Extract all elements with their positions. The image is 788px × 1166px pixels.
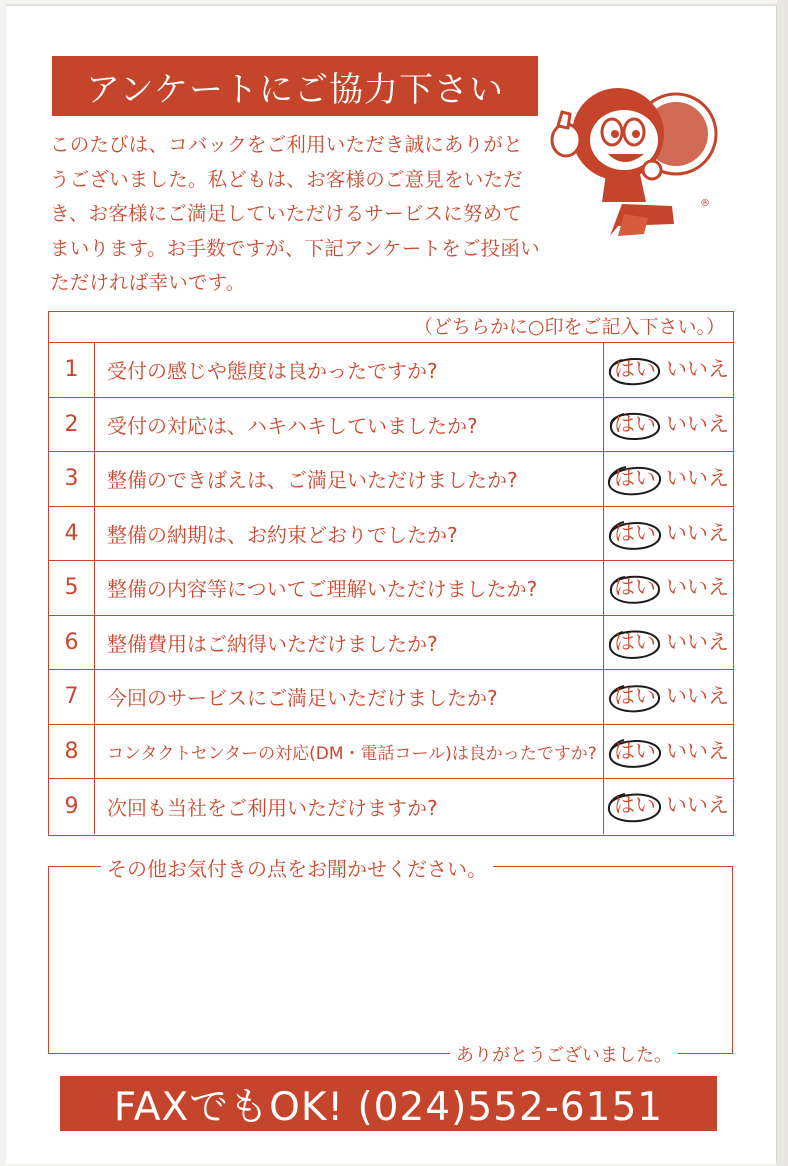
question-text: 整備のできばえは、ご満足いただけましたか?	[107, 468, 518, 493]
answer-cell	[603, 779, 733, 834]
answer-cell	[603, 343, 733, 397]
question-text: 今回のサービスにご満足いただけましたか?	[107, 686, 498, 711]
question-text: 受付の感じや態度は良かったですか?	[107, 359, 438, 384]
question-row	[49, 779, 733, 834]
yes-option[interactable]: はい	[614, 357, 656, 381]
question-text: 次回も当社をご利用いただけますか?	[107, 795, 438, 820]
intro-text: このたびは、コバックをご利用いただき誠にありがとうございました。私どもは、お客様のご意見をいただき、お客様にご満足していただけるサービスに努めてまいります。お手数ですが、下記アンケートをご投函いただければ幸いです。	[50, 133, 540, 294]
question-row	[49, 616, 733, 671]
question-text: 整備の納期は、お約束どおりでしたか?	[107, 522, 458, 547]
question-number: 5	[49, 561, 95, 615]
no-option[interactable]: いいえ	[666, 520, 729, 545]
question-text: 整備の内容等についてご理解いただけましたか?	[107, 577, 538, 602]
answer-cell	[603, 398, 733, 452]
comment-box[interactable]	[48, 857, 733, 1066]
survey-instruction: （どちらかに○印をご記入下さい。）	[49, 312, 733, 343]
yes-option[interactable]: はい	[614, 738, 656, 763]
survey-title: アンケートにご協力下さい	[52, 56, 538, 116]
answer-cell	[603, 561, 733, 615]
question-number: 6	[49, 616, 95, 670]
question-row	[49, 507, 733, 562]
thanks-text: ありがとうございました。	[450, 1041, 678, 1067]
comment-label: その他お気付きの点をお聞かせください。	[101, 853, 493, 882]
yes-option[interactable]: はい	[614, 684, 656, 708]
question-number: 2	[49, 398, 95, 452]
question-row	[49, 725, 733, 780]
question-number: 7	[49, 670, 95, 724]
fax-banner: FAXでもOK! (024)552-6151	[60, 1076, 717, 1131]
no-option[interactable]: いいえ	[666, 629, 729, 654]
card-edge	[777, 0, 788, 1166]
no-option[interactable]: いいえ	[666, 684, 729, 708]
question-text: コンタクトセンターの対応(DM・電話コール)は良かったですか?	[107, 743, 597, 764]
yes-option[interactable]: はい	[614, 466, 656, 490]
question-number: 8	[49, 725, 95, 779]
answer-cell	[603, 725, 733, 779]
yes-option[interactable]: はい	[614, 793, 656, 817]
no-option[interactable]: いいえ	[666, 575, 729, 599]
yes-option[interactable]: はい	[614, 411, 656, 436]
answer-cell	[603, 452, 733, 506]
question-row	[49, 561, 733, 616]
mascot-illustration	[548, 74, 728, 244]
question-number: 3	[49, 452, 95, 506]
registered-mark: ®	[700, 198, 710, 209]
no-option[interactable]: いいえ	[666, 738, 729, 763]
yes-option[interactable]: はい	[614, 575, 656, 599]
question-number: 4	[49, 507, 95, 561]
question-text: 受付の対応は、ハキハキしていましたか?	[107, 413, 478, 438]
question-row	[49, 398, 733, 453]
yes-option[interactable]: はい	[614, 629, 656, 654]
question-text: 整備費用はご納得いただけましたか?	[107, 631, 438, 656]
no-option[interactable]: いいえ	[666, 466, 729, 490]
question-number: 9	[49, 779, 95, 834]
yes-option[interactable]: はい	[614, 520, 656, 545]
question-row	[49, 343, 733, 398]
answer-cell	[603, 616, 733, 670]
survey-table	[48, 311, 734, 836]
answer-cell	[603, 670, 733, 724]
answer-cell	[603, 507, 733, 561]
no-option[interactable]: いいえ	[666, 411, 729, 436]
no-option[interactable]: いいえ	[666, 793, 729, 817]
no-option[interactable]: いいえ	[666, 357, 729, 381]
question-number: 1	[49, 343, 95, 397]
question-row	[49, 452, 733, 507]
question-row	[49, 670, 733, 725]
